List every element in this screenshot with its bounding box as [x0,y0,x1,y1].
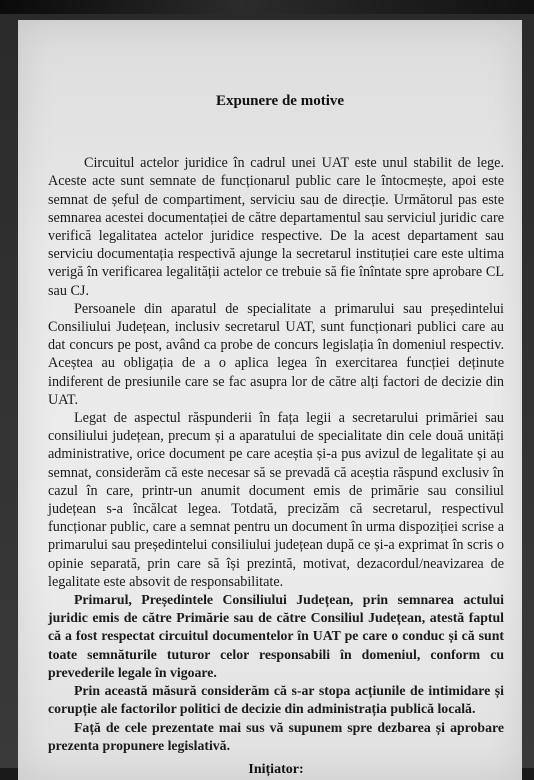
signature-label: Inițiator: [248,761,304,777]
paragraph-mayor: Primarul, Președintele Consiliului Județean, prin semnarea actului juridic emis de către Primărie sau de către Consiliul Județean, atestă faptul că a fost respectat circuitul documentelor în UAT pe care o conduc și că sunt toate semnăturile tuturor celor responsabili în domeniul, conform cu prevederile legale în vigoare. [48,592,504,680]
document-content [48,92,504,779]
paragraph-responsibility: Legat de aspectul răspunderii în fața legii a secretarului primăriei sau consiliului județean, precum și a aparatului de specialitate din cele două unități administrative, orice document pe care aceștia și-a pus avizul de legalitate și au semnat, considerăm că este necesar să se prevadă că aceștia răspund exclusiv în cazul în care, printr-un anumit document emis de primărie sau consiliul județean s-a încălcat legea. Totdată, precizăm că secretarul, respectivul funcționar public, care a semnat pentru un document în urma dispoziției scrise a primarului sau președintelui consiliului județean după ce și-a exprimat în scris o opinie separată, prin care să își prezintă, motivat, dezacordul/neavizarea de legalitate este absovit de responsabilitate. [48,410,504,590]
paragraph-measure: Prin această măsură considerăm că s-ar stopa acțiunile de intimidare și corupție ale factorilor politici de decizie din administrația publică locală. [48,683,504,717]
document-title: Expunere de motive [215,93,345,109]
photo-top-edge [0,0,534,14]
paragraph-proposal: Față de cele prezentate mai sus vă supunem spre dezbarea și aprobare prezenta propunere legislativă. [48,719,504,753]
paragraph-personnel: Persoanele din aparatul de specialitate a primarului sau președintelui Consiliului Județean, inclusiv secretarul UAT, sunt funcționari publici care au dat concurs pe post, având ca probe de concurs legislația în domeniul respectiv. Aceștea au obligația de a o aplica legea în exercitarea funcției deținute indiferent de presiunile care se fac asupra lor de către alți factori de decizie din UAT. [48,300,504,408]
paragraph-circuit: Circuitul actelor juridice în cadrul unei UAT este unul stabilit de lege. Aceste acte sunt semnate de funcționarul public care le întocmește, apoi este semnat de șeful de compartiment, serviciu sau de direcție. Următorul pas este semnarea acestei documentației de către departamentul sau serviciul juridic care verifică legalitatea actelor juridice respective. De la acest departament sau serviciu documentația respectivă ajunge la secretarul instituției care este ultima verigă în verificarea legalității actelor ce trebuie să fie înîntate spre aprobare CL sau CJ. [48,155,504,299]
